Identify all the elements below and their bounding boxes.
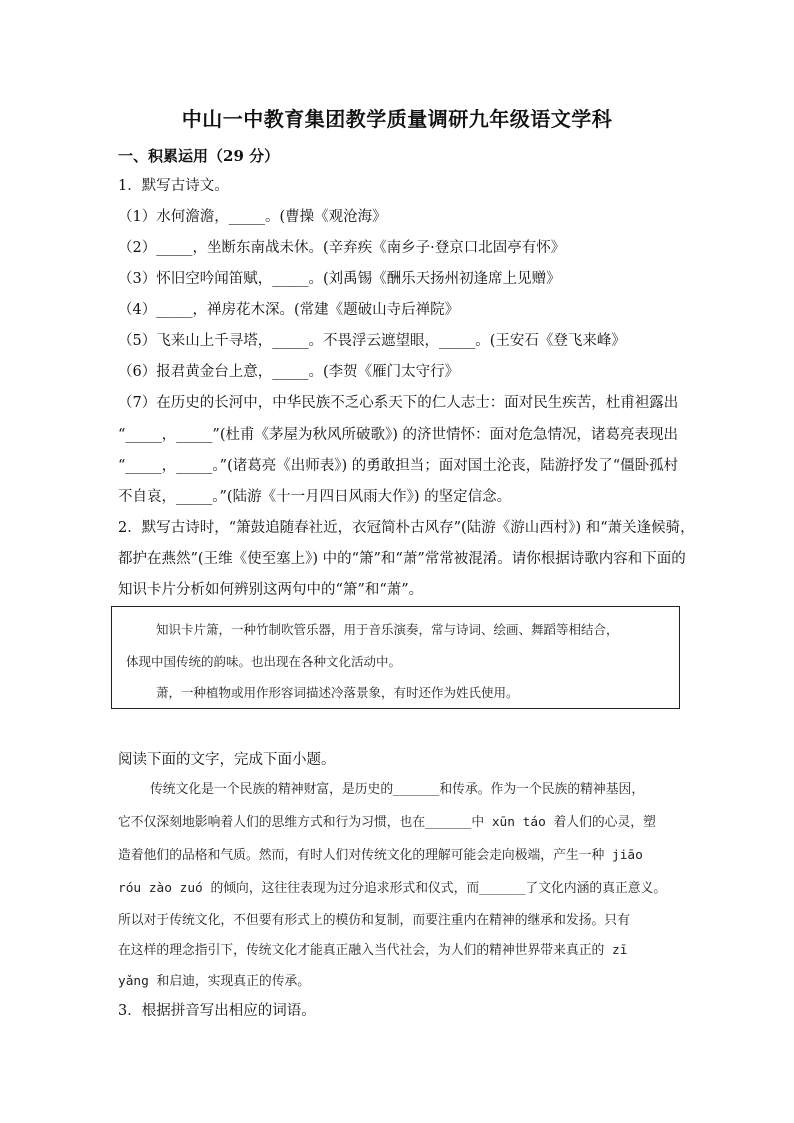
question-1-item: 不自哀，_____。”(陆游《十一月四日风雨大作》) 的坚定信念。 [118,489,512,505]
question-1-heading: 1．默写古诗文。 [118,178,229,194]
passage-line: yǎng 和启迪，实现真正的传承。 [118,974,311,989]
knowledge-card-line: 体现中国传统的韵味。也出现在各种文化活动中。 [126,654,402,669]
passage-line: 它不仅深刻地影响着人们的思维方式和行为习惯，也在______中 xūn táo 着人们的心灵，塑 [118,815,656,830]
question-1-item: （6）报君黄金台上意，_____。(李贺《雁门太守行》 [118,364,460,380]
knowledge-card [111,606,680,709]
question-2-text: 知识卡片分析如何辨别这两句中的“箫”和“萧”。 [118,582,424,598]
section-heading: 一、积累运用（29 分） [118,147,280,165]
passage-line: róu zào zuó 的倾向，这往往表现为过分追求形式和仪式，而______了文化内涵的真正意义。 [118,881,667,896]
knowledge-card-line: 知识卡片箫，一种竹制吹管乐器，用于音乐演奏，常与诗词、绘画、舞蹈等相结合， [156,622,619,637]
passage-line: 在这样的理念指引下，传统文化才能真正融入当代社会，为人们的精神世界带来真正的 zī [118,943,628,958]
question-1-item: （4）_____，禅房花木深。(常建《题破山寺后禅院》 [118,302,460,318]
question-1-item: “_____，_____”(杜甫《茅屋为秋风所破歌》) 的济世情怀：面对危急情况，诸葛亮表现出 [118,427,678,443]
question-1-item: （1）水何澹澹，_____。(曹操《观沧海》 [118,209,387,225]
passage-line: 传统文化是一个民族的精神财富，是历史的______和传承。作为一个民族的精神基因， [150,782,645,797]
question-1-item: “_____，_____。”(诸葛亮《出师表》) 的勇敢担当；面对国土沦丧，陆游抒发了“僵卧孤村 [118,458,679,474]
reading-intro: 阅读下面的文字，完成下面小题。 [118,752,336,768]
question-3-heading: 3．根据拼音写出相应的词语。 [118,1003,316,1019]
question-1-item: （2）_____，坐断东南战未休。(辛弃疾《南乡子·登京口北固亭有怀》 [118,240,566,256]
question-1-item: （3）怀旧空吟闻笛赋，_____。(刘禹锡《酬乐天扬州初逢席上见赠》 [118,271,561,287]
knowledge-card-line: 萧，一种植物或用作形容词描述冷落景象，有时还作为姓氏使用。 [156,685,519,700]
question-1-item: （7）在历史的长河中，中华民族不乏心系天下的仁人志士：面对民生疾苦，杜甫袒露出 [118,395,679,411]
question-2-text: 2．默写古诗时，“箫鼓追随春社近，衣冠简朴古风存”(陆游《游山西村》) 和“萧关逢候骑， [118,520,695,536]
page-title: 中山一中教育集团教学质量调研九年级语文学科 [181,107,613,131]
question-1-item: （5）飞来山上千寻塔，_____。不畏浮云遮望眼，_____。(王安石《登飞来峰》 [118,333,626,349]
passage-line: 造着他们的品格和气质。然而，有时人们对传统文化的理解可能会走向极端，产生一种 jiāo [118,848,643,863]
passage-line: 所以对于传统文化，不但要有形式上的模仿和复制，而要注重内在精神的继承和发扬。只有 [118,913,630,928]
question-2-text: 都护在燕然”(王维《使至塞上》) 中的“箫”和“萧”常常被混淆。请你根据诗歌内容和下面的 [118,551,686,567]
